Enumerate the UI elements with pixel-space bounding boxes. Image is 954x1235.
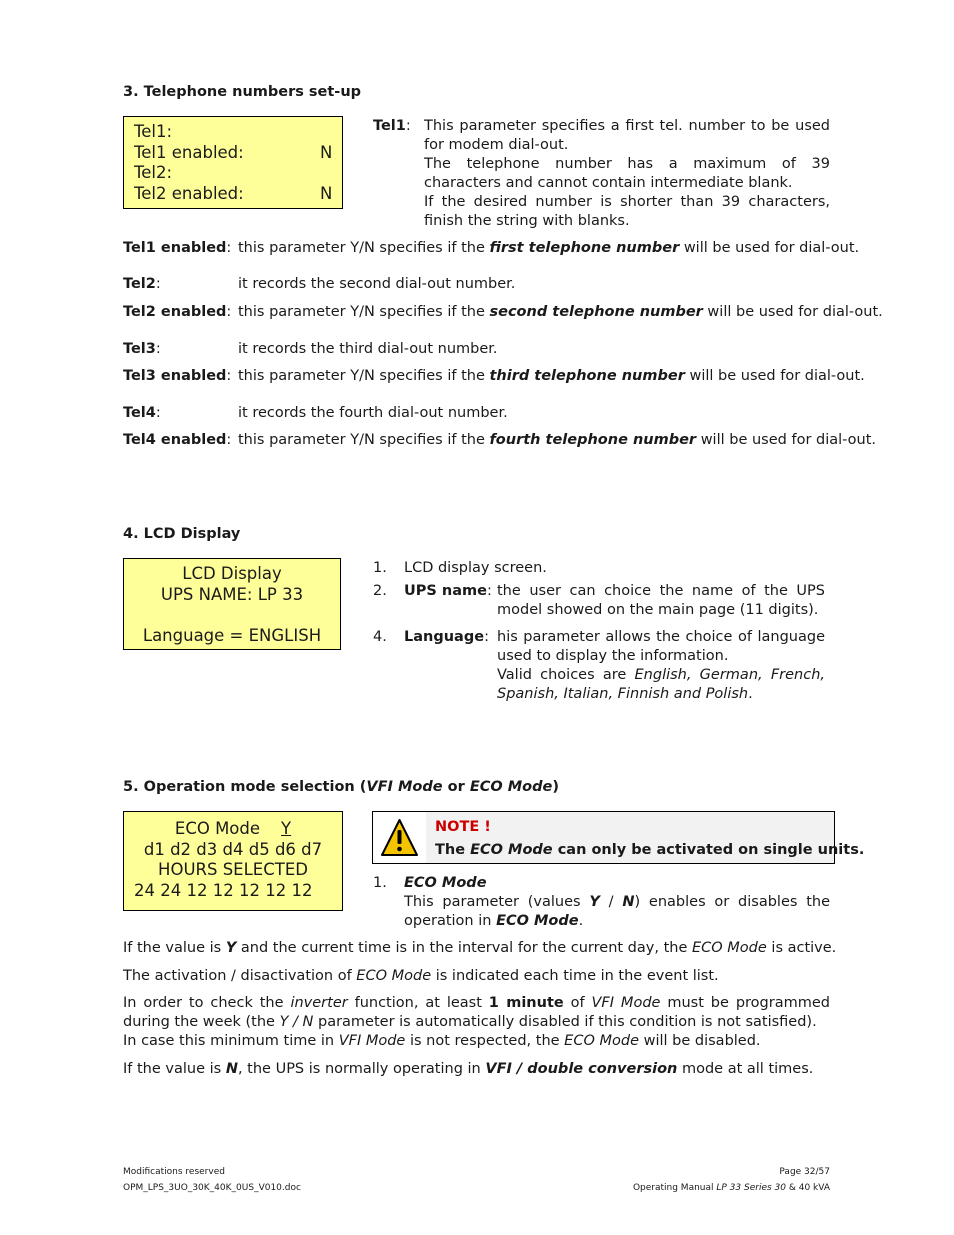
paragraph: If the value is N, the UPS is normally operating in VFI / double conversion mode at all times.: [123, 1061, 814, 1077]
paragraph: The activation / disactivation of ECO Mode is indicated each time in the event list.: [123, 968, 719, 984]
list-item-number: 1.: [373, 560, 387, 576]
tel1-desc-line: If the desired number is shorter than 39 characters, finish the string with blanks.: [424, 194, 830, 229]
list-item-number: 4.: [373, 629, 387, 645]
section-3-heading: 3. Telephone numbers set-up: [123, 84, 362, 100]
note-text: The ECO Mode can only be activated on single units.: [435, 842, 865, 858]
lcd-display-screen: [123, 558, 341, 650]
lcd-label: Tel1:: [134, 122, 173, 141]
eco-mode-cursor-value: Y: [281, 819, 292, 838]
lcd-value: N: [320, 142, 333, 162]
lcd-label: Tel2:: [134, 163, 173, 182]
param-term: Tel3 enabled: [123, 368, 227, 384]
paragraph: In order to check the inverter function, at least 1 minute of VFI Mode must be programmed during the week (the Y / N parameter is automatically disabled if this condition is not satisfied). In case this minimum time in VFI Mode is not respected, the ECO Mode will be disabled.: [123, 995, 830, 1049]
section-5-heading: 5. Operation mode selection (VFI Mode or ECO Mode): [123, 779, 559, 795]
ups-name-description: the user can choice the name of the UPS model showed on the main page (11 digits).: [497, 583, 825, 618]
note-title: NOTE !: [435, 819, 491, 835]
param-term: Tel4 enabled: [123, 432, 227, 448]
paragraph: If the value is Y and the current time is in the interval for the current day, the ECO Mode is active.: [123, 940, 837, 956]
lcd-row: [134, 143, 342, 164]
lcd-line: d1 d2 d3 d4 d5 d6 d7: [143, 839, 323, 859]
lcd-row: [134, 184, 342, 205]
ups-name-term: UPS name:: [404, 583, 492, 599]
lcd-line: 24 24 12 12 12 12 12: [134, 880, 313, 900]
lcd-line: ECO Mode Y: [174, 819, 292, 838]
eco-mode-term: ECO Mode: [404, 875, 487, 891]
tel1-term: Tel1:: [373, 118, 411, 134]
lcd-row: [134, 122, 342, 143]
footer-right: [633, 1166, 830, 1194]
param-term: Tel2 enabled: [123, 304, 227, 320]
param-term: Tel3: [123, 341, 156, 357]
warning-icon: [373, 812, 426, 863]
section-4-heading: 4. LCD Display: [123, 526, 241, 542]
param-term: Tel2: [123, 276, 156, 292]
footer-left: [123, 1166, 301, 1194]
footer-modifications: Modifications reserved: [123, 1167, 225, 1177]
param-emphasis: second telephone number: [489, 304, 703, 320]
eco-mode-lcd-screen: [123, 811, 343, 911]
lcd-line: LCD Display: [182, 564, 282, 583]
language-description: [497, 628, 825, 704]
language-valid-choices: Valid choices are English, German, French, Spanish, Italian, Finnish and Polish.: [497, 667, 825, 702]
lcd-label: Tel2 enabled:: [134, 183, 244, 203]
param-emphasis: fourth telephone number: [489, 432, 697, 448]
tel-lcd-screen: [123, 116, 343, 209]
lcd-line: UPS NAME: LP 33: [160, 584, 304, 604]
tel1-desc-line: The telephone number has a maximum of 39 characters and cannot contain intermediate blank.: [424, 156, 830, 191]
lcd-value: N: [320, 183, 333, 203]
eco-mode-item: [404, 874, 830, 931]
footer-filename: OPM_LPS_3UO_30K_40K_0US_V010.doc: [123, 1183, 301, 1193]
list-item-text: LCD display screen.: [404, 560, 547, 576]
tel1-description: [424, 117, 830, 231]
footer-manual-title: Operating Manual LP 33 Series 30 & 40 kVA: [632, 1183, 830, 1193]
param-term: Tel1 enabled: [123, 240, 227, 256]
lcd-line: [124, 605, 340, 626]
param-emphasis: first telephone number: [489, 240, 680, 256]
param-term: Tel4: [123, 405, 156, 421]
lcd-row: [134, 163, 342, 184]
lcd-line: HOURS SELECTED: [158, 860, 308, 879]
tel1-desc-line: This parameter specifies a first tel. number to be used for modem dial-out.: [424, 118, 830, 153]
warning-icon-cell: [373, 812, 427, 863]
language-term: Language:: [404, 629, 489, 645]
language-desc-line: his parameter allows the choice of language used to display the information.: [497, 629, 825, 664]
footer-page-number: Page 32/57: [779, 1167, 830, 1177]
lcd-line: Language = ENGLISH: [142, 625, 322, 645]
note-box: [372, 811, 865, 864]
lcd-label: Tel1 enabled:: [134, 142, 244, 162]
eco-mode-description: This parameter (values Y / N) enables or disables the operation in ECO Mode.: [404, 894, 831, 929]
list-item-number: 2.: [373, 583, 387, 599]
param-emphasis: third telephone number: [489, 368, 685, 384]
note-content: [426, 812, 865, 863]
list-item-number: 1.: [373, 875, 387, 891]
